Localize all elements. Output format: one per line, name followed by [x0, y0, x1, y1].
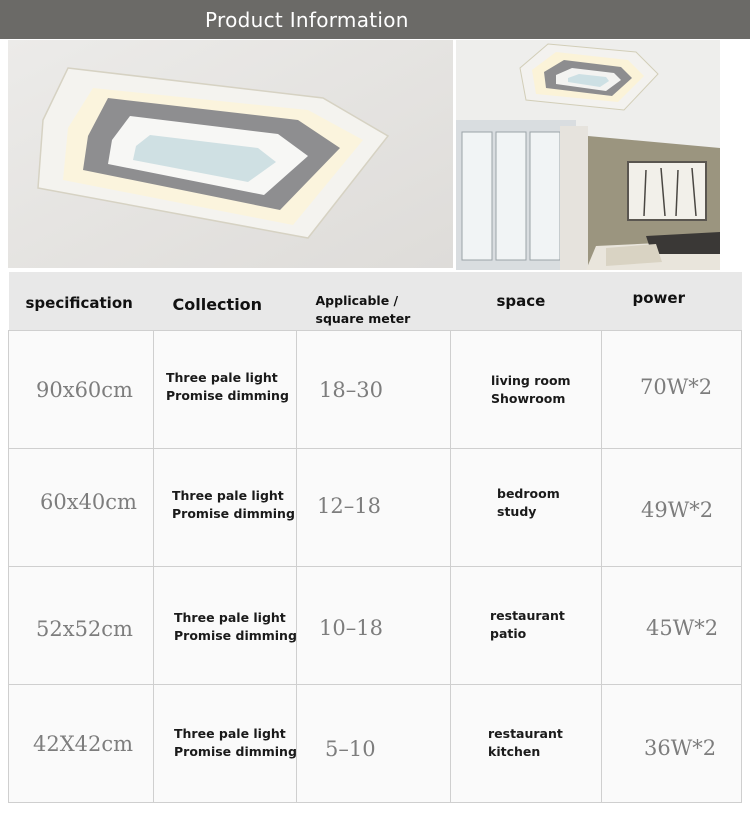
room-illustration	[456, 40, 720, 270]
cell-collection: Three pale light Promise dimming	[154, 567, 297, 685]
cell-power: 36W*2	[602, 685, 742, 803]
cell-area: 5–10	[297, 685, 451, 803]
cell-space: bedroom study	[451, 449, 602, 567]
cell-power: 49W*2	[602, 449, 742, 567]
cell-space: restaurant patio	[451, 567, 602, 685]
specification-table	[8, 272, 742, 803]
cell-spec: 42X42cm	[9, 685, 154, 803]
cell-spec: 90x60cm	[9, 331, 154, 449]
cell-power: 70W*2	[602, 331, 742, 449]
cell-collection: Three pale light Promise dimming	[154, 449, 297, 567]
cell-spec: 60x40cm	[9, 449, 154, 567]
header-collection: Collection	[154, 272, 297, 331]
cell-area: 10–18	[297, 567, 451, 685]
cell-power: 45W*2	[602, 567, 742, 685]
cell-collection: Three pale light Promise dimming	[154, 331, 297, 449]
table-row	[9, 331, 742, 449]
header-specification: specification	[9, 272, 154, 331]
lamp-illustration	[8, 40, 453, 268]
table-row	[9, 685, 742, 803]
banner	[0, 0, 750, 39]
cell-space: living room Showroom	[451, 331, 602, 449]
cell-collection: Three pale light Promise dimming	[154, 685, 297, 803]
banner-title: Product Information	[205, 8, 409, 32]
product-photo-lamp	[8, 40, 453, 268]
cell-space: restaurant kitchen	[451, 685, 602, 803]
room-photo	[456, 40, 720, 270]
header-power: power	[602, 272, 742, 331]
table-row	[9, 449, 742, 567]
cell-spec: 52x52cm	[9, 567, 154, 685]
table-header-row	[9, 272, 742, 331]
header-applicable-area: Applicable / square meter	[297, 272, 451, 331]
cell-area: 18–30	[297, 331, 451, 449]
cell-area: 12–18	[297, 449, 451, 567]
header-space: space	[451, 272, 602, 331]
table-row	[9, 567, 742, 685]
